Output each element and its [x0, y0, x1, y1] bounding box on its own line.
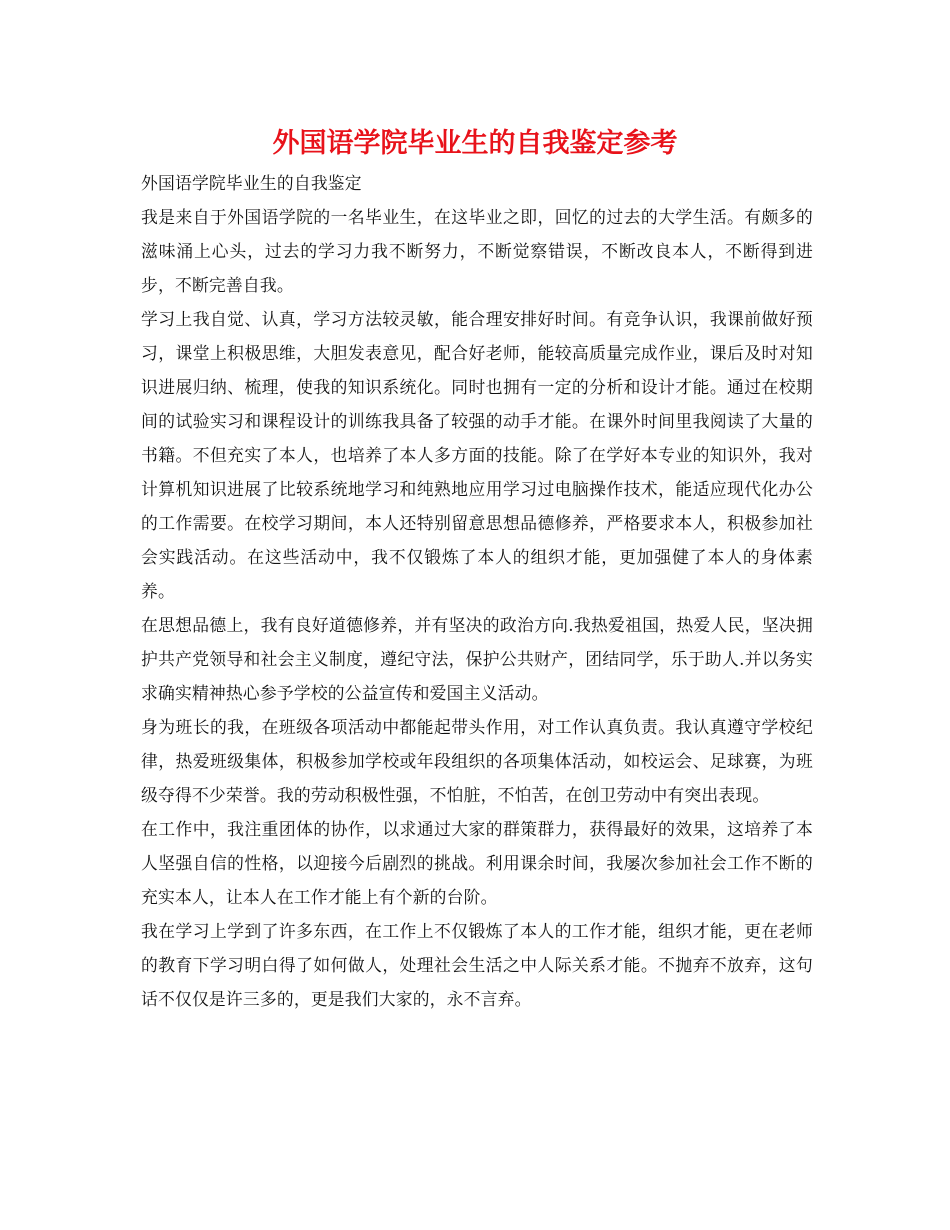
document-body	[141, 166, 813, 1016]
document-title: 外国语学院毕业生的自我鉴定参考	[272, 128, 678, 159]
body-paragraph: 我是来自于外国语学院的一名毕业生，在这毕业之即，回忆的过去的大学生活。有颇多的滋味涌上心头，过去的学习力我不断努力，不断觉察错误，不断改良本人，不断得到进步，不断完善自我。	[141, 207, 813, 295]
body-paragraph: 在工作中，我注重团体的协作，以求通过大家的群策群力，获得最好的效果，这培养了本人坚强自信的性格，以迎接今后剧烈的挑战。利用课余时间，我屡次参加社会工作不断的充实本人，让本人在工作才能上有个新的台阶。	[141, 819, 813, 907]
subtitle-paragraph: 外国语学院毕业生的自我鉴定	[141, 173, 362, 193]
body-paragraph: 身为班长的我，在班级各项活动中都能起带头作用，对工作认真负责。我认真遵守学校纪律，热爱班级集体，积极参加学校或年段组织的各项集体活动，如校运会、足球赛，为班级夺得不少荣誉。我的劳动积极性强，不怕脏，不怕苦，在创卫劳动中有突出表现。	[141, 717, 813, 805]
body-paragraph: 我在学习上学到了许多东西，在工作上不仅锻炼了本人的工作才能，组织才能，更在老师的教育下学习明白得了如何做人，处理社会生活之中人际关系才能。不抛弃不放弃，这句话不仅仅是许三多的，更是我们大家的，永不言弃。	[141, 921, 813, 1009]
body-paragraph: 在思想品德上，我有良好道德修养，并有坚决的政治方向.我热爱祖国，热爱人民，坚决拥护共产党领导和社会主义制度，遵纪守法，保护公共财产，团结同学，乐于助人.并以务实求确实精神热心参予学校的公益宣传和爱国主义活动。	[141, 615, 813, 703]
body-paragraph: 学习上我自觉、认真，学习方法较灵敏，能合理安排好时间。有竞争认识，我课前做好预习，课堂上积极思维，大胆发表意见，配合好老师，能较高质量完成作业，课后及时对知识进展归纳、梳理，使我的知识系统化。同时也拥有一定的分析和设计才能。通过在校期间的试验实习和课程设计的训练我具备了较强的动手才能。在课外时间里我阅读了大量的书籍。不但充实了本人，也培养了本人多方面的技能。除了在学好本专业的知识外，我对计算机知识进展了比较系统地学习和纯熟地应用学习过电脑操作技术，能适应现代化办公的工作需要。在校学习期间，本人还特别留意思想品德修养，严格要求本人，积极参加社会实践活动。在这些活动中，我不仅锻炼了本人的组织才能，更加强健了本人的身体素养。	[141, 309, 813, 601]
